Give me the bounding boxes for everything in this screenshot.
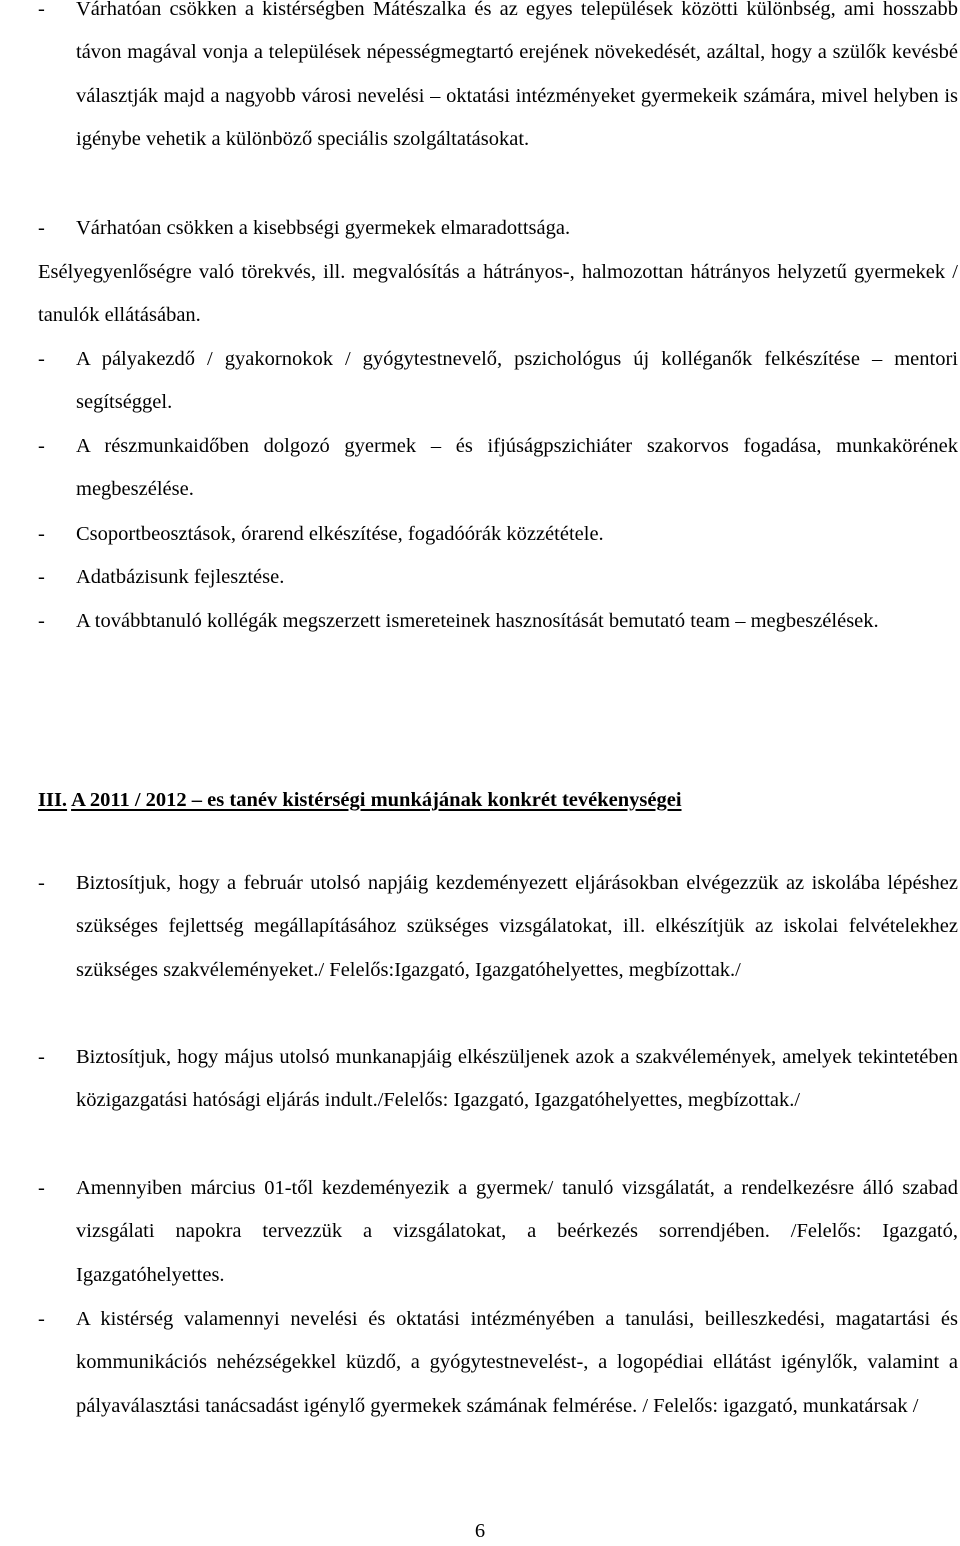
section-heading [38,780,682,820]
list-item-text: Amennyiben március 01-től kezdeményezik a gyermek/ tanuló vizsgálatát, a rendelkezésre álló szabad vizsgálati napokra tervezzük a vizsgálatokat, a beérkezés sorrendjében. /Felelős: Igazgató, Igazgatóhelyettes. [76,1177,958,1286]
list-item-text: A pályakezdő / gyakornokok / gyógytestnevelő, pszichológus új kolléganők felkészítése – mentori segítséggel. [76,348,958,414]
list-item-text: A továbbtanuló kollégák megszerzett ismereteinek hasznosítását bemutató team – megbeszélések. [76,610,879,632]
list-item [0,513,958,556]
list-item-text: Biztosítjuk, hogy május utolsó munkanapjáig elkészüljenek azok a szakvélemények, amelyek tekintetében közigazgatási hatósági eljárás indult./Felelős: Igazgató, Igazgatóhelyettes, megbízottak./ [76,1046,958,1112]
bullet-dash: - [38,610,45,632]
bullet-dash: - [38,872,45,894]
bullet-dash: - [38,566,45,588]
section-number: III. [38,789,68,811]
list-item-text: Biztosítjuk, hogy a február utolsó napjáig kezdeményezett eljárásokban elvégezzük az iskolába lépéshez szükséges fejlettség megállapításához szükséges vizsgálatokat, ill. elkészítjük az iskolai felvételekhez szükséges szakvéleményeket./ Felelős:Igazgató, Igazgatóhelyettes, megbízottak./ [76,872,958,981]
bullet-dash: - [38,435,45,457]
list-item-text: Várhatóan csökken a kisebbségi gyermekek elmaradottsága. [76,217,571,239]
equal-opportunity-paragraph: Esélyegyenlőségre való törekvés, ill. megvalósítás a hátrányos-, halmozottan hátrányos helyzetű gyermekek / tanulók ellátásában. [38,261,958,327]
list-item [0,1036,958,1123]
list-item [0,862,958,992]
list-item [0,207,958,250]
bullet-dash: - [38,0,45,20]
bullet-dash: - [38,217,45,239]
list-item-text: A kistérség valamennyi nevelési és oktatási intézményében a tanulási, beilleszkedési, magatartási és kommunikációs nehézségekkel küzdő, a gyógytestnevelést-, a logopédiai ellátást igénylők, valamint a pályaválasztási tanácsadást igénylő gyermekek számának felmérése. / Felelős: igazgató, munkatársak / [76,1308,958,1417]
bullet-dash: - [38,1177,45,1199]
page-number: 6 [474,1520,486,1542]
bullet-dash: - [38,523,45,545]
bullet-dash: - [38,1046,45,1068]
bullet-dash: - [38,348,45,370]
list-item-text: Csoportbeosztások, órarend elkészítése, fogadóórák közzététele. [76,523,604,545]
list-item [0,338,958,425]
list-item [0,0,958,162]
list-item-text: Várhatóan csökken a kistérségben Mátészalka és az egyes települések közötti különbség, ami hosszabb távon magával vonja a települések népességmegtartó erejének növekedését, azáltal, hogy a szülők kevésbé választják majd a nagyobb városi nevelési – oktatási intézményeket gyermekeik számára, mivel helyben is igénybe vehetik a különböző speciális szolgáltatásokat. [76,0,958,151]
list-item [0,1167,958,1297]
list-item-text: A részmunkaidőben dolgozó gyermek – és ifjúságpszichiáter szakorvos fogadása, munkakörének megbeszélése. [76,435,958,501]
section-title: A 2011 / 2012 – es tanév kistérségi munkájának konkrét tevékenységei [71,789,682,811]
bullet-dash: - [38,1308,45,1330]
list-item-text: Adatbázisunk fejlesztése. [76,566,285,588]
list-item [0,556,958,599]
list-item [0,600,958,643]
list-item [0,425,958,512]
list-item [0,1298,958,1428]
